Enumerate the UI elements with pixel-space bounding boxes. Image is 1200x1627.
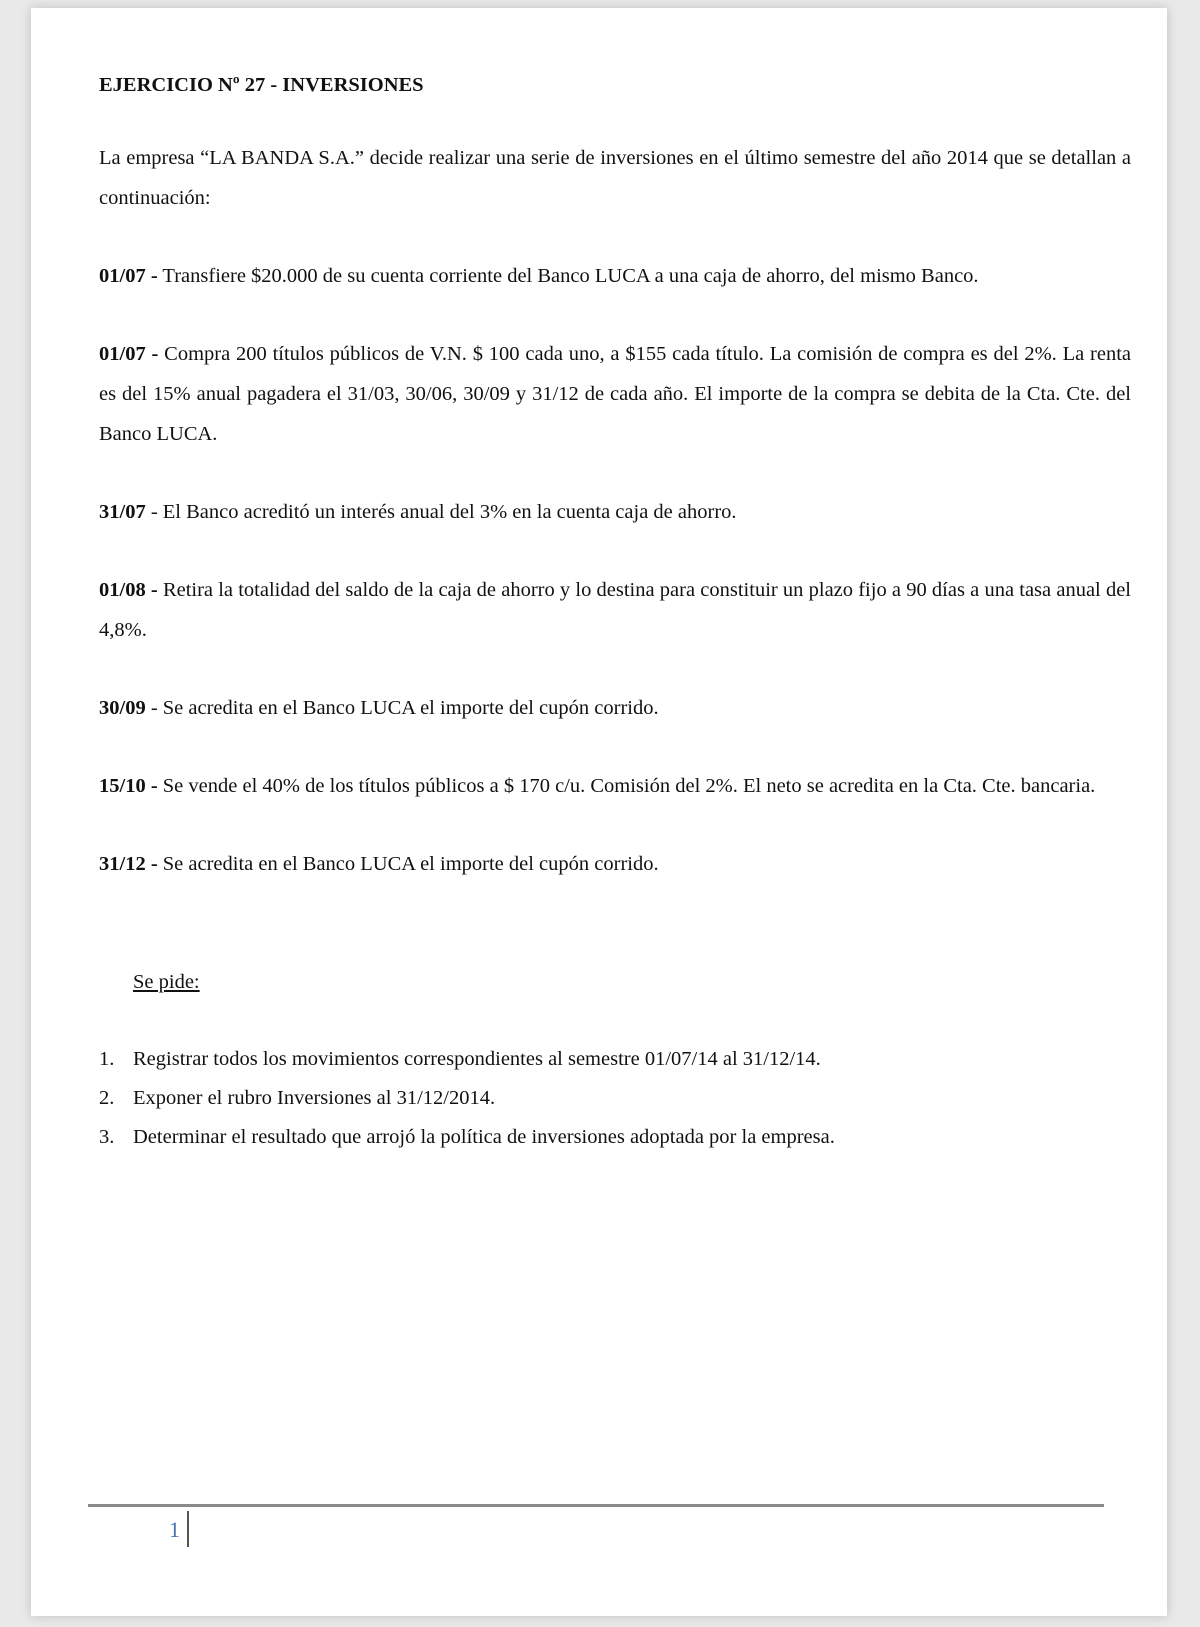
document-title: EJERCICIO Nº 27 - INVERSIONES bbox=[99, 74, 424, 96]
event-item bbox=[99, 844, 1131, 884]
task-number: 3. bbox=[99, 1126, 115, 1148]
event-text: - El Banco acreditó un interés anual del 3% en la cuenta caja de ahorro. bbox=[145, 501, 737, 523]
event-date: 01/07 - bbox=[99, 265, 158, 287]
task-item bbox=[99, 1079, 1131, 1118]
event-date: 30/09 bbox=[99, 697, 146, 719]
event-item bbox=[99, 256, 1131, 296]
task-number: 1. bbox=[99, 1048, 115, 1070]
event-item bbox=[99, 570, 1131, 650]
event-text: Retira la totalidad del saldo de la caja de ahorro y lo destina para constituir un plazo fijo a 90 días a una tasa anual del 4,8%. bbox=[99, 579, 1131, 641]
task-item bbox=[99, 1040, 1131, 1079]
event-text: Se vende el 40% de los títulos públicos a $ 170 c/u. Comisión del 2%. El neto se acredita en la Cta. Cte. bancaria. bbox=[157, 775, 1096, 797]
event-date: 15/10 - bbox=[99, 775, 158, 797]
task-text: Determinar el resultado que arrojó la política de inversiones adoptada por la empresa. bbox=[133, 1126, 835, 1148]
event-date: 31/07 bbox=[99, 501, 146, 523]
task-text: Exponer el rubro Inversiones al 31/12/2014. bbox=[133, 1087, 496, 1109]
event-text: Se acredita en el Banco LUCA el importe del cupón corrido. bbox=[157, 853, 659, 875]
se-pide-heading: Se pide: bbox=[133, 971, 200, 993]
document-page bbox=[31, 8, 1167, 1616]
event-item bbox=[99, 766, 1131, 806]
footer-divider bbox=[88, 1504, 1104, 1507]
event-item bbox=[99, 688, 1131, 728]
task-list bbox=[99, 1040, 1131, 1157]
event-date: 01/08 - bbox=[99, 579, 158, 601]
page-number: 1 bbox=[169, 1517, 180, 1542]
task-number: 2. bbox=[99, 1087, 115, 1109]
event-text: - Se acredita en el Banco LUCA el importe del cupón corrido. bbox=[145, 697, 659, 719]
document-content bbox=[99, 70, 1131, 1157]
event-text: Compra 200 títulos públicos de V.N. $ 100 cada uno, a $155 cada título. La comisión de compra es del 2%. La renta es del 15% anual pagadera el 31/03, 30/06, 30/09 y 31/12 de cada año. El importe de la compra se debita de la Cta. Cte. del Banco LUCA. bbox=[99, 343, 1131, 445]
intro-paragraph: La empresa “LA BANDA S.A.” decide realizar una serie de inversiones en el último semestre del año 2014 que se detallan a continuación: bbox=[99, 147, 1131, 209]
event-item bbox=[99, 492, 1131, 532]
task-text: Registrar todos los movimientos correspondientes al semestre 01/07/14 al 31/12/14. bbox=[133, 1048, 821, 1070]
event-text: Transfiere $20.000 de su cuenta corriente del Banco LUCA a una caja de ahorro, del mismo Banco. bbox=[157, 265, 979, 287]
task-item bbox=[99, 1118, 1131, 1157]
event-item bbox=[99, 334, 1131, 454]
event-date: 01/07 - bbox=[99, 343, 159, 365]
page-number-divider bbox=[187, 1511, 189, 1547]
event-date: 31/12 - bbox=[99, 853, 158, 875]
